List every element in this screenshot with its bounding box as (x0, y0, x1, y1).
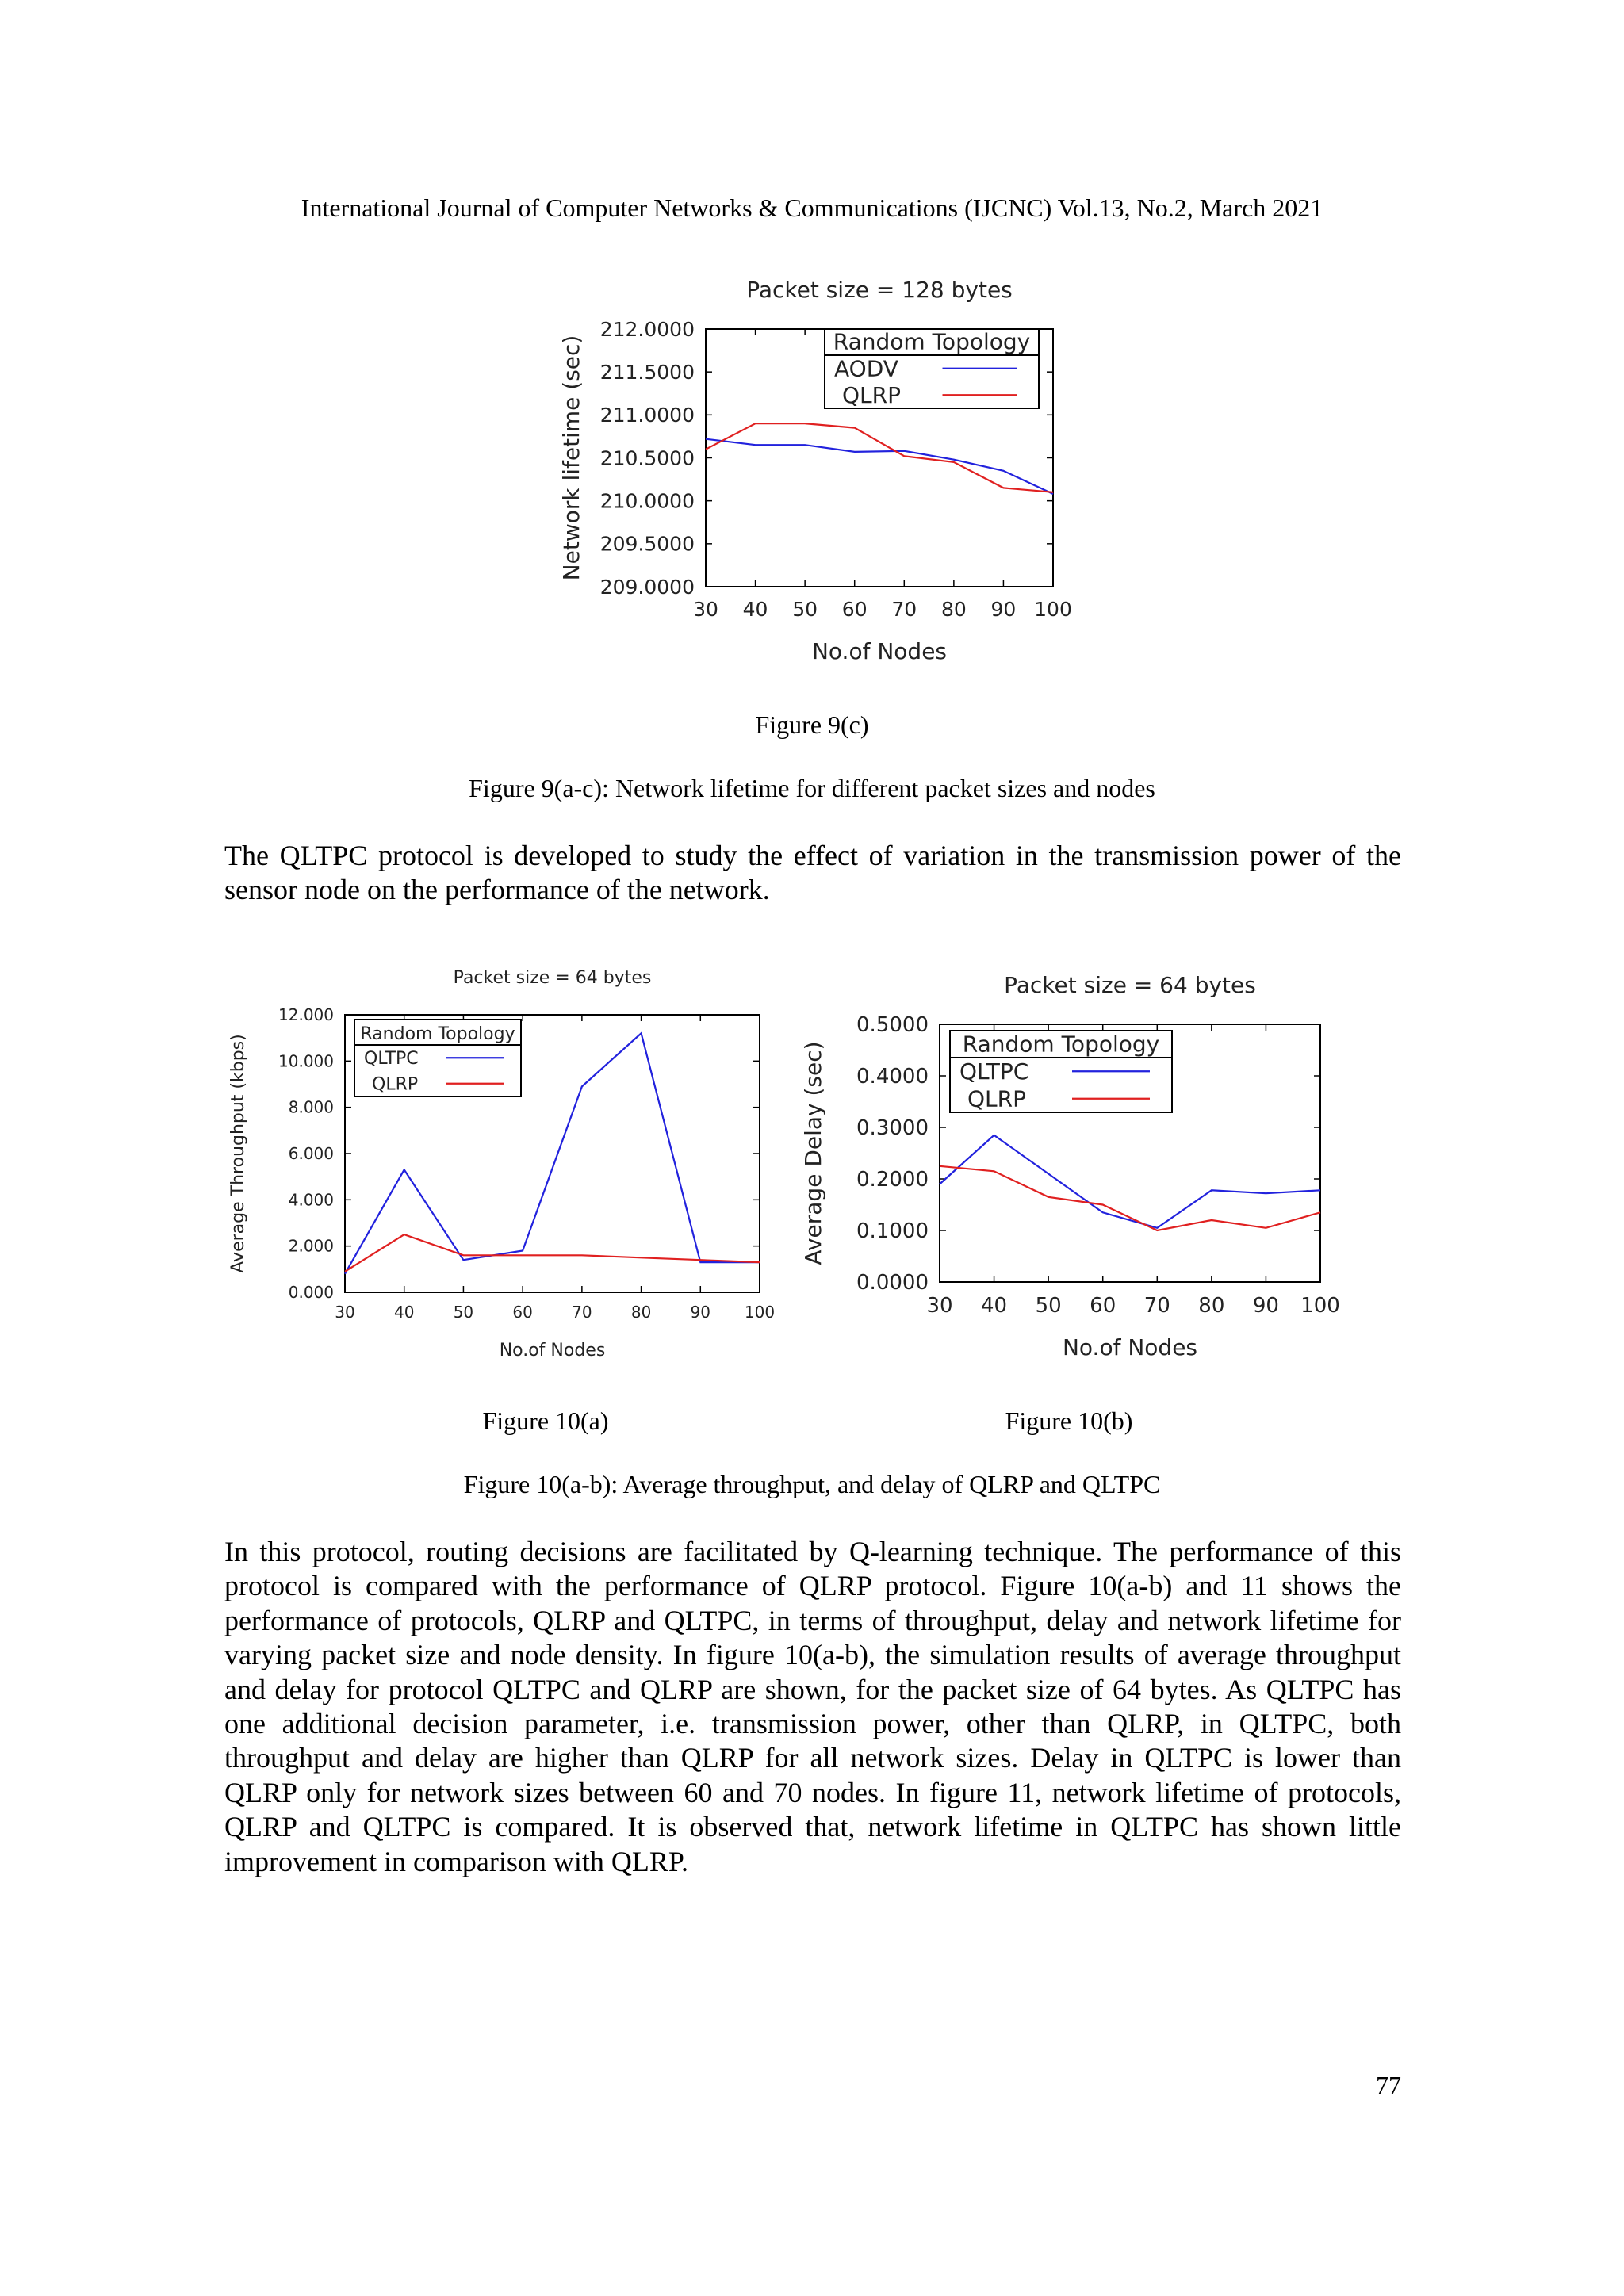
y-tick-label: 12.000 (278, 1005, 334, 1024)
y-tick-label: 209.5000 (599, 532, 695, 556)
y-tick-label: 2.000 (288, 1236, 334, 1256)
chart-average-delay-svg (793, 959, 1364, 1372)
x-tick-label: 70 (1143, 1294, 1170, 1318)
x-tick-label: 40 (393, 1303, 415, 1322)
figure-10b-label: Figure 10(b) (1005, 1406, 1133, 1435)
y-tick-label: 211.5000 (599, 360, 695, 384)
chart-network-lifetime (508, 262, 1110, 674)
legend-title: Random Topology (833, 328, 1031, 355)
chart-average-throughput-svg (226, 959, 797, 1372)
y-tick-label: 6.000 (288, 1144, 334, 1163)
y-tick-label: 8.000 (288, 1097, 334, 1117)
figure-10a-label: Figure 10(a) (482, 1406, 609, 1435)
x-tick-label: 80 (940, 598, 967, 621)
y-tick-label: 0.3000 (856, 1116, 929, 1141)
y-tick-label: 0.0000 (856, 1271, 929, 1295)
y-axis-label: Network lifetime (sec) (558, 335, 584, 581)
x-tick-label: 80 (630, 1303, 652, 1322)
y-tick-label: 10.000 (278, 1051, 334, 1071)
chart-title: Packet size = 64 bytes (453, 968, 652, 988)
x-tick-label: 60 (1090, 1294, 1116, 1318)
series-line-qltpc (940, 1135, 1320, 1228)
x-tick-label: 70 (572, 1303, 592, 1322)
x-tick-label: 50 (792, 598, 818, 621)
x-tick-label: 30 (926, 1294, 953, 1318)
chart-average-throughput (226, 959, 797, 1372)
y-tick-label: 211.0000 (599, 404, 695, 427)
figure-9-caption: Figure 9(a-c): Network lifetime for different packet sizes and nodes (469, 774, 1155, 802)
x-tick-label: 40 (742, 598, 768, 621)
legend-title: Random Topology (962, 1031, 1160, 1058)
y-tick-label: 210.0000 (599, 489, 695, 513)
figure-9c-label: Figure 9(c) (755, 710, 869, 739)
paragraph-results: In this protocol, routing decisions are facilitated by Q-learning technique. The performance of this protocol is compared with the performance of QLRP protocol. Figure 10(a-b) and 11 shows the performance of protocols, QLRP and QLTPC, in terms of throughput, delay and network lifetime for varying packet size and node density. In figure 10(a-b), the simulation results of average throughput and delay for protocol QLTPC and QLRP are shown, for the packet size of 64 bytes. As QLTPC has one additional decision parameter, i.e. transmission power, other than QLRP, in QLTPC, both throughput and delay are higher than QLRP for all network sizes. Delay in QLTPC is lower than QLRP only for network sizes between 60 and 70 nodes. In figure 11, network lifetime of protocols, QLRP and QLTPC is compared. It is observed that, network lifetime in QLTPC has shown little improvement in comparison with QLRP. (224, 1536, 1401, 1877)
legend-label-qlrp: QLRP (372, 1074, 419, 1095)
x-tick-label: 70 (891, 598, 917, 621)
x-tick-label: 80 (1198, 1294, 1225, 1318)
chart-average-delay (793, 959, 1364, 1372)
chart-title: Packet size = 64 bytes (1004, 972, 1256, 998)
y-tick-label: 210.5000 (599, 446, 695, 470)
x-tick-label: 60 (841, 598, 868, 621)
x-tick-label: 90 (1252, 1294, 1279, 1318)
y-tick-label: 0.4000 (856, 1065, 929, 1089)
legend-label-aodv: AODV (834, 355, 898, 382)
y-tick-label: 0.000 (288, 1283, 334, 1302)
x-tick-label: 90 (690, 1303, 711, 1322)
y-tick-label: 0.2000 (856, 1168, 929, 1192)
page-number: 77 (1376, 2071, 1401, 2099)
x-axis-label: No.of Nodes (811, 638, 948, 664)
legend-title: Random Topology (360, 1024, 515, 1044)
legend-label-qltpc: QLTPC (959, 1058, 1029, 1085)
figure-10-caption: Figure 10(a-b): Average throughput, and delay of QLRP and QLTPC (463, 1470, 1161, 1498)
y-tick-label: 0.1000 (856, 1219, 929, 1244)
legend-label-qlrp: QLRP (967, 1085, 1026, 1112)
x-tick-label: 60 (512, 1303, 533, 1322)
x-tick-label: 30 (693, 598, 718, 621)
paragraph-intro: The QLTPC protocol is developed to study the effect of variation in the transmission power of the sensor node on the performance of the network. (224, 840, 1401, 906)
y-tick-label: 209.0000 (599, 575, 695, 599)
journal-header: International Journal of Computer Networks & Communications (IJCNC) Vol.13, No.2, March 2021 (301, 193, 1323, 222)
chart-title: Packet size = 128 bytes (746, 277, 1013, 303)
y-tick-label: 212.0000 (599, 317, 695, 341)
x-tick-label: 90 (990, 598, 1017, 621)
y-axis-label: Average Throughput (kbps) (228, 1034, 248, 1273)
x-tick-label: 30 (335, 1303, 355, 1322)
x-tick-label: 100 (1034, 598, 1072, 621)
x-axis-label: No.of Nodes (499, 1341, 606, 1360)
y-axis-label: Average Delay (sec) (800, 1041, 826, 1265)
x-tick-label: 50 (1035, 1294, 1062, 1318)
legend-label-qltpc: QLTPC (364, 1048, 419, 1069)
x-axis-label: No.of Nodes (1062, 1334, 1198, 1360)
series-line-qlrp (706, 423, 1053, 492)
x-tick-label: 40 (981, 1294, 1008, 1318)
x-tick-label: 100 (1300, 1294, 1340, 1318)
legend-label-qlrp: QLRP (842, 382, 901, 409)
chart-network-lifetime-svg (508, 262, 1110, 674)
y-tick-label: 4.000 (288, 1190, 334, 1210)
y-tick-label: 0.5000 (856, 1013, 929, 1038)
x-tick-label: 100 (744, 1303, 776, 1322)
x-tick-label: 50 (453, 1303, 474, 1322)
